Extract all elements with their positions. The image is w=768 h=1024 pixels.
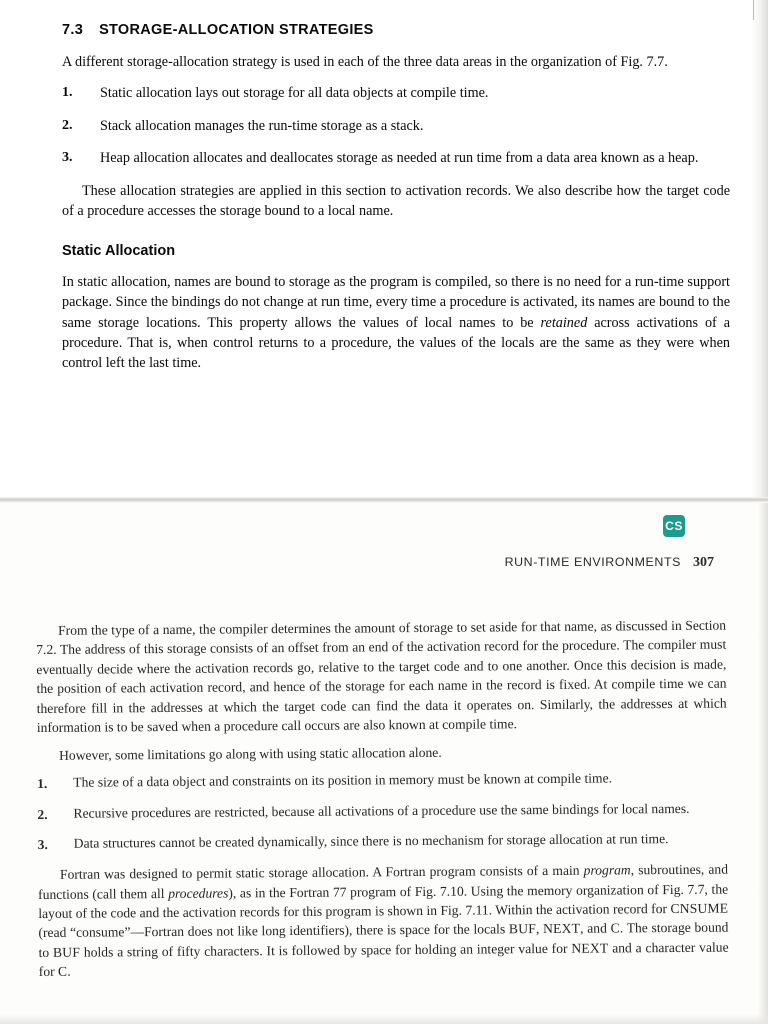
list-item xyxy=(37,768,727,793)
list-item-text: Stack allocation manages the run-time storage as a stack. xyxy=(100,117,424,134)
paragraph-storage-offsets: From the type of a name, the compiler determines the amount of storage to set aside for that name, as discussed in Section 7.2. The address of this storage consists of an offset from an end of the activation record for the procedure. The compiler must eventually decide where the activation records go, relative to the target code and to one another. Once this decision is made, the position of each activation record, and hence of the storage for each name in the record is fixed. At compile time we can therefore fill in the addresses at which the target code can find the data it operates on. Similarly, the addresses at which information is to be saved when a procedure call occurs are also known at compile time. xyxy=(36,617,727,736)
fortran-part-1: Fortran was designed to permit static storage allocation. A Fortran program consists of a main xyxy=(59,862,584,882)
code-next: NEXT xyxy=(543,921,581,937)
limitations-list xyxy=(37,768,728,855)
subsection-heading: Static Allocation xyxy=(62,243,176,260)
scan-edge-line xyxy=(753,0,754,20)
section-number: 7.3 xyxy=(62,22,84,38)
fortran-emphasis-program: program xyxy=(583,862,631,878)
list-item xyxy=(62,116,730,137)
list-item-text: Heap allocation allocates and deallocates storage as needed at run time from a data area known as a heap. xyxy=(100,150,699,167)
code-buf: BUF xyxy=(508,921,537,937)
code-buf-2: BUF xyxy=(52,944,81,960)
list-item-text: Static allocation lays out storage for all data objects at compile time. xyxy=(100,85,489,102)
list-item-text: The size of a data object and constraints on its position in memory must be known at compile time. xyxy=(73,770,613,790)
static-para-part-2: across activations of a procedure. That is, when control returns to a procedure, the values of the locals are the same as they were when control left the last time. xyxy=(62,314,730,371)
list-item xyxy=(62,83,730,104)
fortran-part-5: , xyxy=(535,921,544,937)
list-marker: 2. xyxy=(62,117,73,133)
list-item xyxy=(62,148,730,169)
list-marker: 3. xyxy=(37,837,48,853)
running-header xyxy=(505,555,714,571)
fortran-part-8: holds a string of fifty characters. It is followed by space for holding an integer value for xyxy=(79,940,572,960)
paragraph-limitations-intro: However, some limitations go along with using static allocation alone. xyxy=(58,744,442,763)
page-number: 307 xyxy=(693,555,714,570)
page-bottom-content xyxy=(36,616,729,990)
fortran-emphasis-procedures: procedures xyxy=(168,885,229,901)
document-page-top xyxy=(0,0,768,500)
fortran-part-10: . xyxy=(67,964,71,980)
list-item-text: Data structures cannot be created dynamically, since there is no mechanism for storage allocation at run time. xyxy=(73,831,669,852)
scan-edge-shadow xyxy=(752,0,768,500)
cs-badge: CS xyxy=(663,515,685,537)
list-marker: 3. xyxy=(62,150,73,166)
section-heading xyxy=(62,22,730,38)
static-allocation-paragraph xyxy=(62,272,730,373)
list-item xyxy=(37,798,727,823)
code-next-2: NEXT xyxy=(571,940,609,956)
code-c: C xyxy=(610,920,620,936)
code-c-2: C xyxy=(57,964,68,980)
fortran-part-2: , subroutines, and functions (call them all xyxy=(38,861,729,902)
list-marker: 1. xyxy=(37,775,48,792)
fortran-part-9: and a character value for xyxy=(38,939,729,980)
static-para-part-1: In static allocation, names are bound to storage as the program is compiled, so there is no need for a run-time support package. Since the bindings do not change at run time, every time a procedure is activated, its names are bound to the same storage locations. This property allows the values of local names to be xyxy=(62,274,730,331)
document-page-bottom xyxy=(0,503,768,1024)
page-top-content xyxy=(62,22,730,384)
list-marker: 2. xyxy=(37,806,48,822)
section-title: STORAGE-ALLOCATION STRATEGIES xyxy=(99,22,374,38)
running-header-title: RUN-TIME ENVIRONMENTS xyxy=(504,555,681,569)
strategy-list xyxy=(62,83,730,169)
list-item xyxy=(38,829,728,854)
fortran-part-3: ), as in the Fortran 77 program of Fig. 7.10. Using the memory organization of Fig. 7.7, the layout of the code and the activation records for this program is shown in Fig. 7.11. Within the activation record for xyxy=(38,881,729,922)
fortran-part-6: , and xyxy=(580,920,611,937)
after-list-paragraph: These allocation strategies are applied in this section to activation records. We also describe how the target code of a procedure accesses the storage bound to a local name. xyxy=(62,182,730,220)
fortran-part-7: . The storage bound to xyxy=(38,920,729,960)
static-para-emphasis: retained xyxy=(540,314,588,331)
code-cnsume: CNSUME xyxy=(670,900,729,917)
fortran-part-4: (read “consume”—Fortran does not like long identifiers), there is space for the locals xyxy=(38,921,509,941)
scan-bottom-shadow xyxy=(0,1014,768,1024)
scan-right-edge xyxy=(758,503,768,1024)
list-marker: 1. xyxy=(62,85,73,101)
intro-paragraph: A different storage-allocation strategy is used in each of the three data areas in the organization of Fig. 7.7. xyxy=(62,54,668,70)
paragraph-fortran xyxy=(38,860,729,982)
list-item-text: Recursive procedures are restricted, because all activations of a procedure use the same bindings for local names. xyxy=(73,800,690,821)
